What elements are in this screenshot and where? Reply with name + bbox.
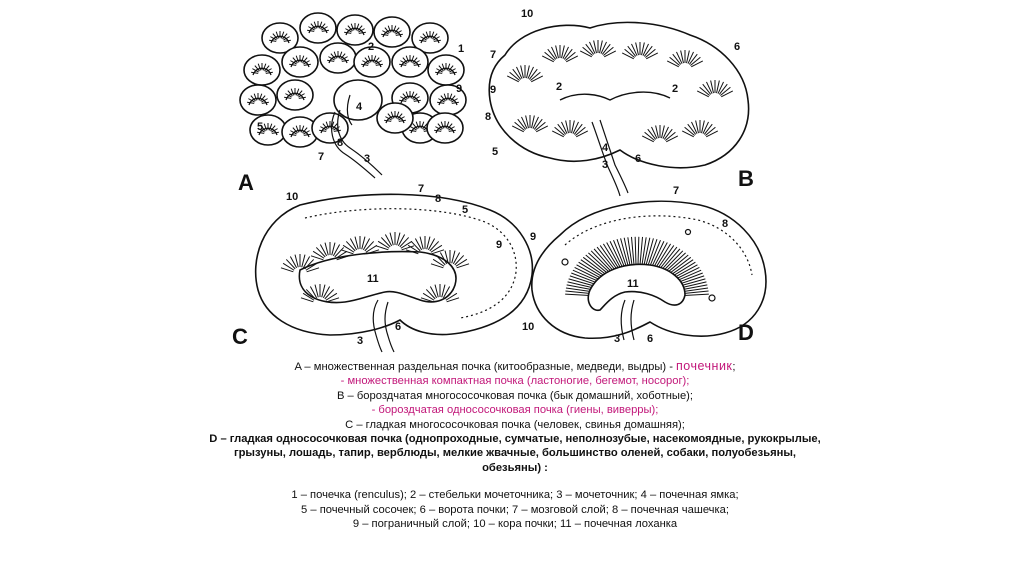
panel-a-label-9: 9 bbox=[456, 83, 463, 95]
renculus bbox=[428, 55, 464, 85]
panel-a-label-3: 3 bbox=[364, 153, 371, 165]
panel-d-label-7: 7 bbox=[673, 185, 680, 197]
caption-line-d2: грызуны, лошадь, тапир, верблюды, мелкие жвачные, большинство оленей, собаки, полуобезьяны, bbox=[233, 447, 797, 460]
panel-c-label-8: 8 bbox=[435, 193, 442, 205]
panel-b-label-6a: 6 bbox=[734, 41, 741, 53]
panel-c-label-7: 7 bbox=[418, 183, 425, 195]
caption-line-c: C – гладкая многососочковая почка (человек, свинья домашняя); bbox=[345, 418, 685, 431]
caption-line-a-text: A – множественная раздельная почка (китообразные, медведи, выдры) - bbox=[294, 361, 677, 373]
panel-b-label-9: 9 bbox=[490, 84, 497, 96]
panel-a-label-2: 2 bbox=[368, 41, 375, 53]
panel-b-label-2a: 2 bbox=[556, 81, 563, 93]
renculus bbox=[374, 17, 410, 47]
caption-line-a bbox=[130, 359, 900, 374]
caption-line-a2: - множественная компактная почка (ластоногие, бегемот, носорог); bbox=[340, 375, 690, 388]
renculus bbox=[392, 47, 428, 77]
panel-d-label-9: 9 bbox=[530, 231, 537, 243]
caption-line-a-end: ; bbox=[732, 361, 736, 373]
panel-c-label-6: 6 bbox=[395, 321, 402, 333]
panel-c-label-5: 5 bbox=[462, 204, 469, 216]
panel-a-label-1: 1 bbox=[458, 43, 465, 55]
caption-line-d3: обезьяны) : bbox=[482, 461, 548, 474]
panel-d-label-8: 8 bbox=[722, 218, 729, 230]
panel-b-label-2b: 2 bbox=[672, 83, 679, 95]
legend-line-1: 1 – почечка (renculus); 2 – стебельки мочеточника; 3 – мочеточник; 4 – почечная ямка; bbox=[291, 489, 739, 502]
panel-b-label-4: 4 bbox=[602, 142, 609, 154]
caption-line-d1: D – гладкая однососочковая почка (однопроходные, сумчатые, неполнозубые, насекомоядные, рукокрылые, bbox=[209, 433, 821, 446]
panel-b-label-10: 10 bbox=[521, 8, 534, 20]
panel-a-lobes bbox=[240, 13, 466, 147]
renculus bbox=[427, 113, 463, 143]
panel-a-multilobed-kidney bbox=[238, 13, 466, 195]
panel-c-label-10: 10 bbox=[286, 191, 299, 203]
caption-line-b: B – бороздчатая многососочковая почка (бык домашний, хоботные); bbox=[336, 389, 694, 402]
panel-a-label-4: 4 bbox=[356, 101, 363, 113]
panel-c-label-9: 9 bbox=[496, 239, 503, 251]
panel-d-smooth-unipapillary-kidney bbox=[522, 185, 766, 345]
panel-b-label-5: 5 bbox=[492, 146, 499, 158]
renculus bbox=[244, 55, 280, 85]
panel-b-letter: B bbox=[738, 166, 754, 191]
figure-caption bbox=[130, 359, 900, 531]
legend-line-2: 5 – почечный сосочек; 6 – ворота почки; 7 – мозговой слой; 8 – почечная чашечка; bbox=[301, 503, 729, 516]
panel-d-label-10: 10 bbox=[522, 321, 535, 333]
renculus bbox=[282, 47, 318, 77]
panel-a-label-7: 7 bbox=[318, 151, 325, 163]
panel-b-label-8: 8 bbox=[485, 111, 492, 123]
panel-b-grooved-kidney bbox=[485, 8, 754, 196]
renculus bbox=[277, 80, 313, 110]
caption-line-b2: - бороздчатая однососочковая почка (гиены, виверры); bbox=[371, 404, 659, 417]
panel-d-letter: D bbox=[738, 320, 754, 345]
renculus bbox=[250, 115, 286, 145]
renculus bbox=[240, 85, 276, 115]
panel-b-label-6b: 6 bbox=[635, 153, 642, 165]
renculus bbox=[377, 103, 413, 133]
caption-highlight-renculus: почечник bbox=[676, 359, 733, 373]
renculus bbox=[320, 43, 356, 73]
panel-c-smooth-multipapillary-kidney bbox=[232, 183, 535, 352]
panel-b-label-3: 3 bbox=[602, 159, 609, 171]
panel-d-label-3: 3 bbox=[614, 333, 621, 345]
panel-d-label-11: 11 bbox=[627, 278, 639, 290]
panel-b-label-7: 7 bbox=[490, 49, 497, 61]
panel-a-letter: A bbox=[238, 170, 254, 195]
legend-line-3: 9 – пограничный слой; 10 – кора почки; 11 – почечная лоханка bbox=[352, 518, 678, 531]
panel-a-label-8: 8 bbox=[337, 137, 344, 149]
panel-c-label-3: 3 bbox=[357, 335, 364, 347]
panel-c-label-11: 11 bbox=[367, 273, 379, 285]
panel-a-label-5: 5 bbox=[257, 121, 264, 133]
panel-c-letter: C bbox=[232, 324, 248, 349]
renculus bbox=[300, 13, 336, 43]
panel-d-label-6: 6 bbox=[647, 333, 654, 345]
